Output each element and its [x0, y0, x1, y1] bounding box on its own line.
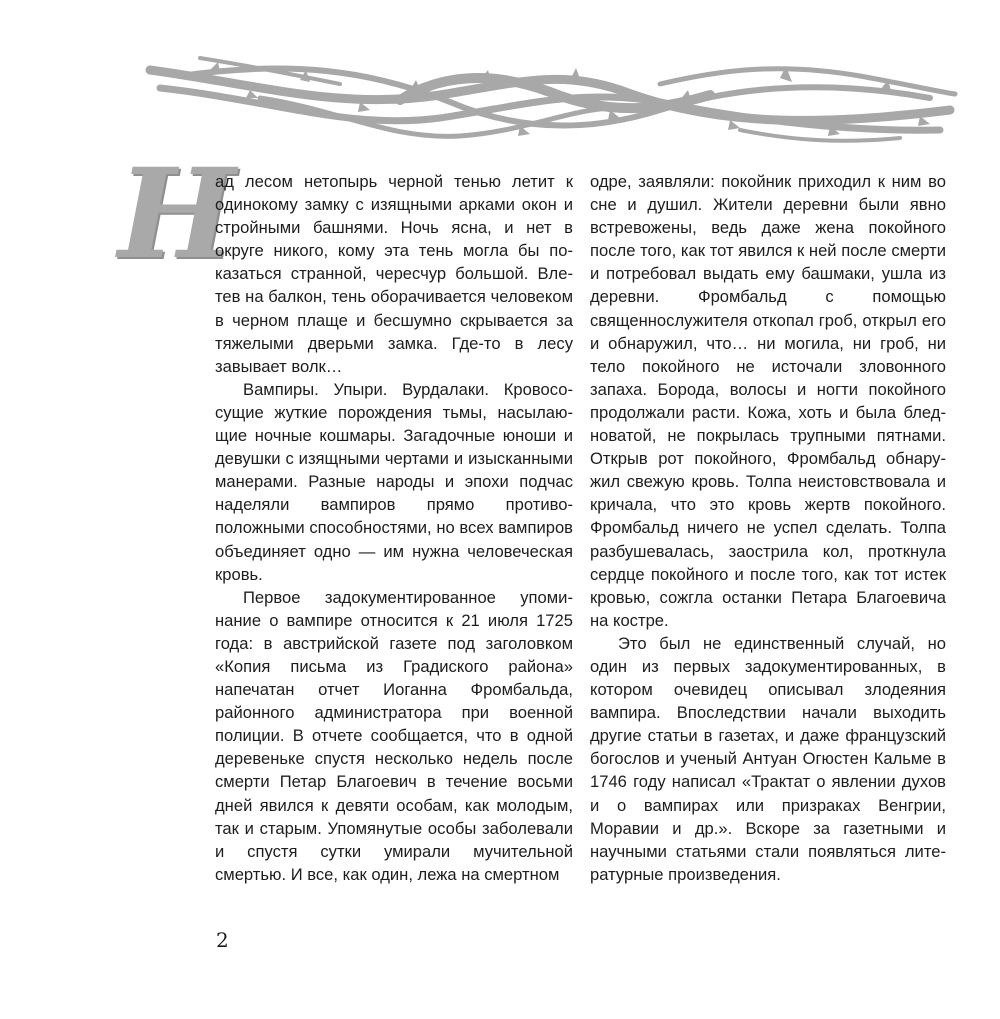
- page-number: 2: [216, 928, 229, 952]
- paragraph-3: Первое задокументированное упоминание о вампире относится к 21 июля 1725 года: в австрийской газете под заголовком «Копия письма из Градиского района» напечатан отчет Иоганна Фромбальда, районного администратора при военной полиции. В отчете сообщается, что в одной деревеньке спустя несколько недель после смерти Петар Благоевич в течение восьми дней явился к девяти особам, как молодым, так и старым. Упомянутые особы заболевали и спустя сутки умирали мучительной смертью. И все, как один, лежа на смертном: [215, 587, 573, 884]
- left-text-column: [215, 170, 573, 886]
- drop-cap-letter: Н: [118, 142, 236, 287]
- paragraph-2: Вампиры. Упыри. Вурдалаки. Кровососущие жуткие порождения тьмы, насылающие ночные кошмары. Загадочные юноши и девушки с изящными чертами и изысканными манерами. Разные народы и эпохи подчас наделяли вампиров прямо противоположными способностями, но всех вампиров объединяет одно — им нужна человеческая кровь.: [215, 379, 573, 584]
- paragraph-1: ад лесом нетопырь черной тенью летит к одинокому замку с изящными арками окон и стройными башнями. Ночь ясна, и нет в округе никого, кому эта тень могла бы показаться странной, чересчур большой. Влетев на балкон, тень оборачивается человеком в черном плаще и бесшумно скрывается за тяжелыми дверьми замка. Где-то в лесу завывает волк…: [215, 172, 573, 376]
- paragraph-5: Это был не единственный случай, но один из первых задокументированных, в котором очевидец описывал злодеяния вампира. Впоследствии начали выходить другие статьи в газетах, и даже французский богослов и ученый Антуан Огюстен Кальме в 1746 году написал «Трактат о явлении духов и о вампирах или призраках Венгрии, Моравии и др.». Вскоре за газетными и научными статьями стали появляться литературные произведения.: [590, 633, 946, 884]
- right-text-column: [590, 170, 946, 886]
- thorny-vines-ornament: [140, 40, 960, 160]
- paragraph-4: одре, заявляли: покойник приходил к ним во сне и душил. Жители деревни были явно встревожены, ведь даже жена покойного после того, как тот явился к ней после смерти и потребовал выдать ему башмаки, ушла из деревни. Фромбальд с помощью священнослужителя откопал гроб, открыл его и обнаружил, что… ни могила, ни гроб, ни тело покойного не источали зловонного запаха. Борода, волосы и ногти покойного продолжали расти. Кожа, хоть и была бледноватой, не покрылась трупными пятнами. Открыв рот покойного, Фромбальд обнаружил свежую кровь. Толпа неистовствовала и кричала, что это кровь жертв покойного. Фромбальд ничего не успел сделать. Толпа разбушевалась, заострила кол, проткнула сердце покойного и после того, как тот истек кровью, сожгла останки Петара Благоевича на костре.: [590, 172, 946, 630]
